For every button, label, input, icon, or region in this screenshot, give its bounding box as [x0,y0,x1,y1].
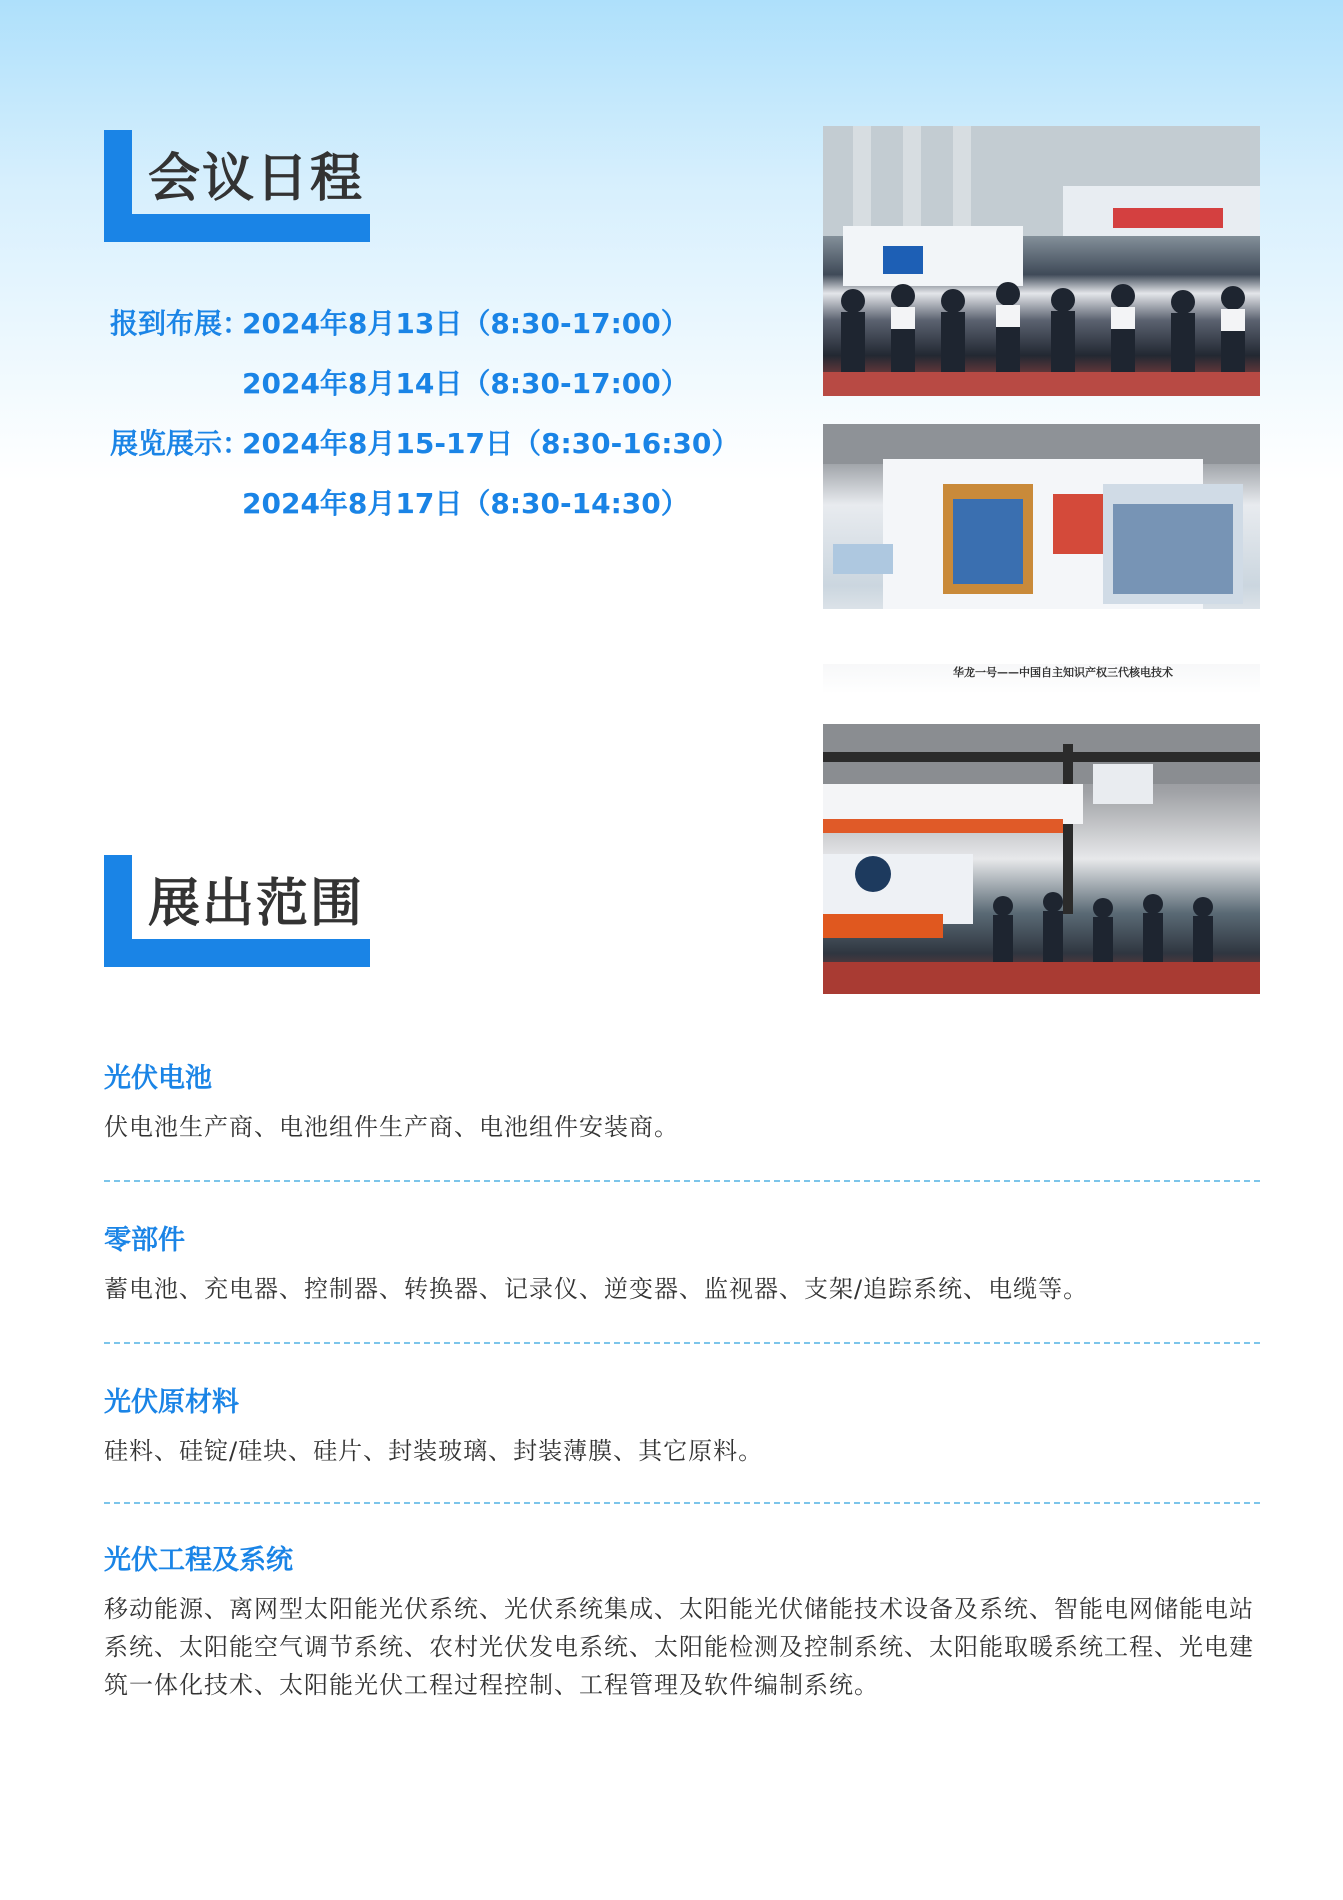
schedule-date: 2024年8月15-17日（8:30-16:30） [242,427,740,460]
category-title: 光伏工程及系统 [104,1545,293,1576]
dashed-divider [104,1342,1260,1344]
schedule-date: 2024年8月17日（8:30-14:30） [242,487,689,520]
booth-model-photo [823,424,1260,694]
category-description: 伏电池生产商、电池组件生产商、电池组件安装商。 [104,1113,679,1141]
category-title: 光伏电池 [104,1063,212,1094]
category-title: 光伏原材料 [104,1387,239,1418]
schedule-date: 2024年8月14日（8:30-17:00） [242,367,689,400]
category-description: 硅料、硅锭/硅块、硅片、封装玻璃、封装薄膜、其它原料。 [104,1437,764,1465]
category-title: 零部件 [104,1225,185,1256]
schedule-label: 报到布展： [110,307,251,340]
schedule-heading [104,130,370,242]
exhibition-hall-photo [823,126,1260,396]
scope-title: 展出范围 [148,874,365,934]
photo-caption: 华龙一号——中国自主知识产权三代核电技术 [953,666,1173,679]
category-description: 移动能源、离网型太阳能光伏系统、光伏系统集成、太阳能光伏储能技术设备及系统、智能电网储能电站系统、太阳能空气调节系统、农村光伏发电系统、太阳能检测及控制系统、太阳能取暖系统工程、光电建筑一体化技术、太阳能光伏工程过程控制、工程管理及软件编制系统。 [104,1595,1254,1699]
dashed-divider [104,1502,1260,1504]
schedule-label: 展览展示： [110,427,251,460]
schedule-date: 2024年8月13日（8:30-17:00） [242,307,689,340]
heading-underline-bar [104,939,370,967]
category-description: 蓄电池、充电器、控制器、转换器、记录仪、逆变器、监视器、支架/追踪系统、电缆等。 [104,1275,1089,1303]
schedule-title: 会议日程 [148,149,365,209]
booth-crowd-photo [823,724,1260,994]
heading-underline-bar [104,214,370,242]
dashed-divider [104,1180,1260,1182]
scope-heading [104,855,370,967]
